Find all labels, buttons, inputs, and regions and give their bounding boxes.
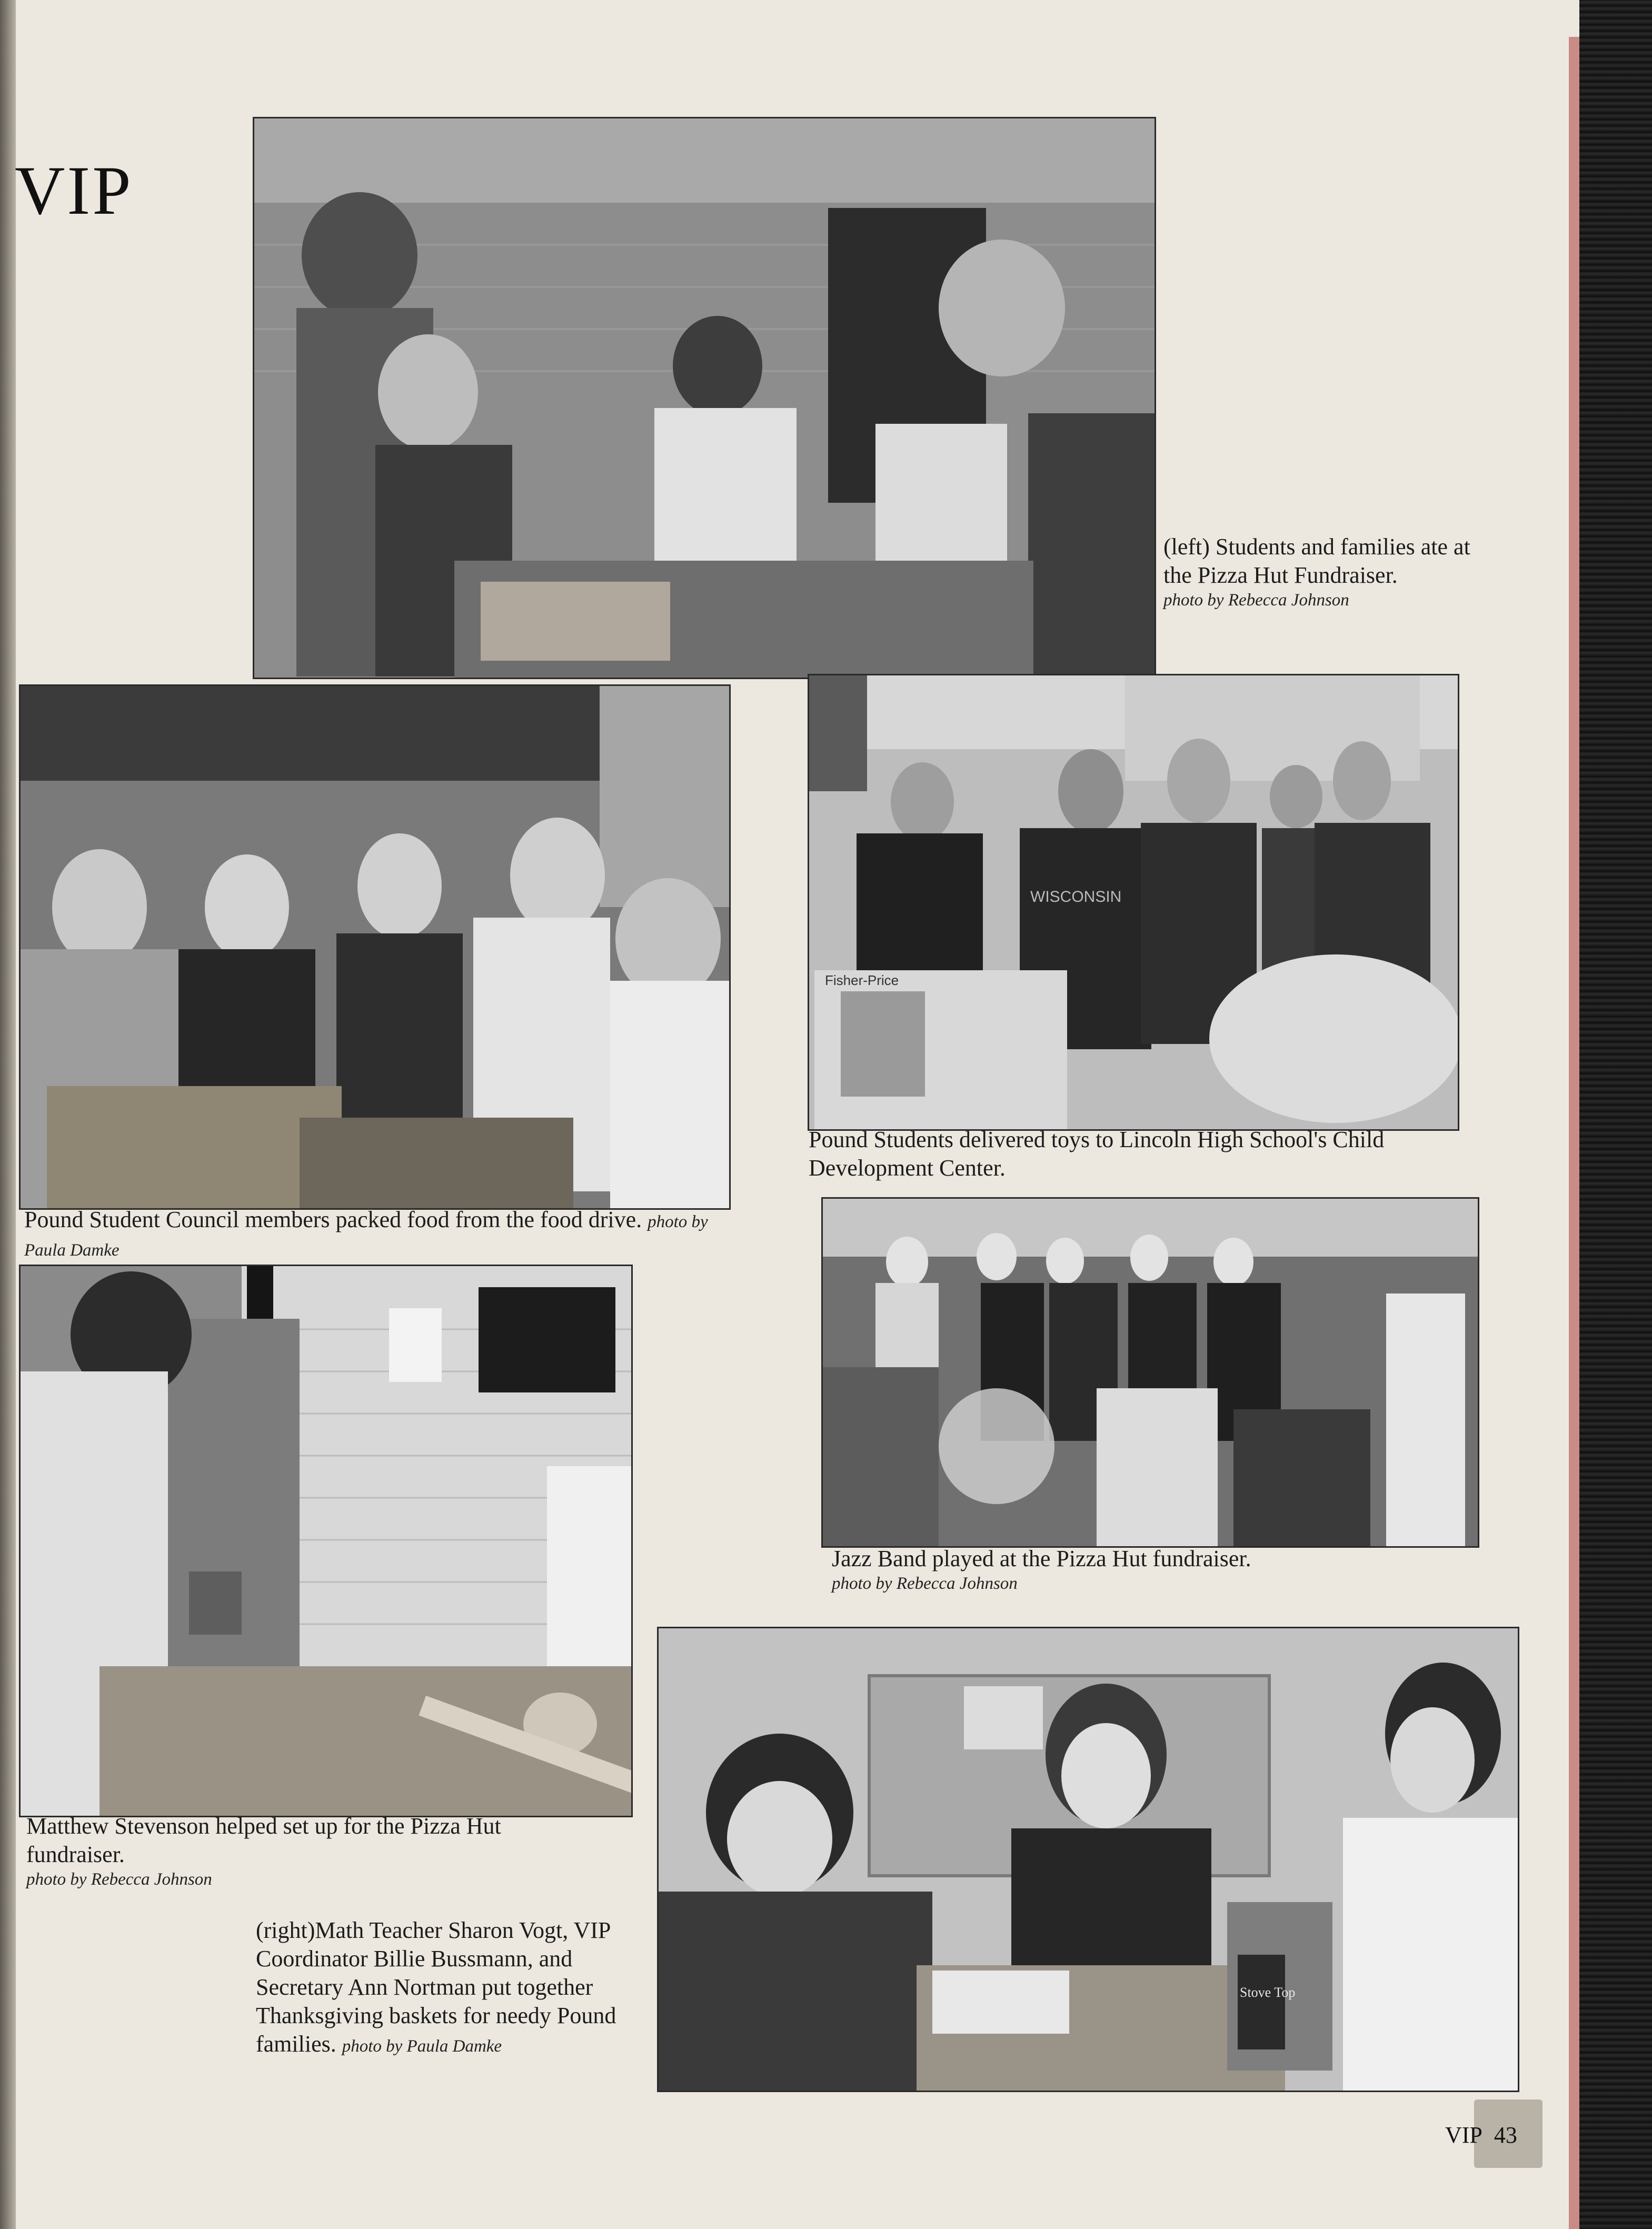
photo-food-drive-packing-image	[21, 686, 729, 1208]
photo-pizza-hut-serving-image	[254, 118, 1155, 678]
caption-text: (right)Math Teacher Sharon Vogt, VIP Coordinator Billie Bussmann, and Secretary Ann Nortman put together Thanksgiving baskets for needy Pound families.	[256, 1917, 616, 2057]
page-edge	[1569, 37, 1579, 2229]
stuffing-box-label: Stove Top	[1240, 1985, 1296, 2000]
sweatshirt-label: WISCONSIN	[1030, 888, 1122, 905]
page-binding	[0, 0, 16, 2229]
caption-text: Pound Students delivered toys to Lincoln High School's Child Development Center.	[809, 1127, 1385, 1181]
page-number: 43	[1494, 2122, 1517, 2148]
photo-jazz-band-image	[823, 1199, 1478, 1546]
photo-credit: photo by Rebecca Johnson	[832, 1574, 1018, 1593]
page-folio	[1445, 2122, 1517, 2148]
page-title: VIP	[15, 152, 133, 229]
caption-food-drive-packing	[24, 1206, 719, 1262]
photo-toy-delivery	[808, 674, 1459, 1131]
book-cover-edge	[1579, 0, 1652, 2229]
caption-text: Matthew Stevenson helped set up for the Pizza Hut fundraiser.	[26, 1813, 501, 1867]
toy-box-label: Fisher-Price	[825, 972, 899, 988]
photo-food-drive-packing	[19, 684, 731, 1210]
caption-pizza-setup	[26, 1812, 590, 1890]
caption-jazz-band	[832, 1545, 1485, 1594]
photo-pizza-setup-image	[21, 1266, 631, 1816]
photo-credit: photo by Paula Damke	[342, 2037, 502, 2056]
photo-pizza-setup	[19, 1265, 633, 1817]
folio-section-label: VIP	[1445, 2122, 1482, 2148]
caption-text: (left) Students and families ate at the Pizza Hut Fundraiser.	[1163, 534, 1470, 588]
caption-text: Jazz Band played at the Pizza Hut fundraiser.	[832, 1546, 1251, 1571]
photo-credit: photo by Paula Damke	[24, 1212, 708, 1260]
caption-thanksgiving-baskets	[256, 1916, 656, 2058]
photo-jazz-band	[821, 1197, 1479, 1548]
caption-toy-delivery	[809, 1126, 1456, 1182]
photo-credit: photo by Rebecca Johnson	[1163, 591, 1349, 610]
photo-thanksgiving-baskets	[657, 1627, 1519, 2092]
caption-pizza-hut-serving	[1163, 533, 1479, 611]
photo-toy-delivery-image	[809, 675, 1458, 1129]
photo-thanksgiving-baskets-image	[659, 1628, 1518, 2091]
photo-pizza-hut-serving	[253, 117, 1156, 679]
caption-text: Pound Student Council members packed food from the food drive.	[24, 1207, 642, 1232]
photo-credit: photo by Rebecca Johnson	[26, 1870, 212, 1889]
